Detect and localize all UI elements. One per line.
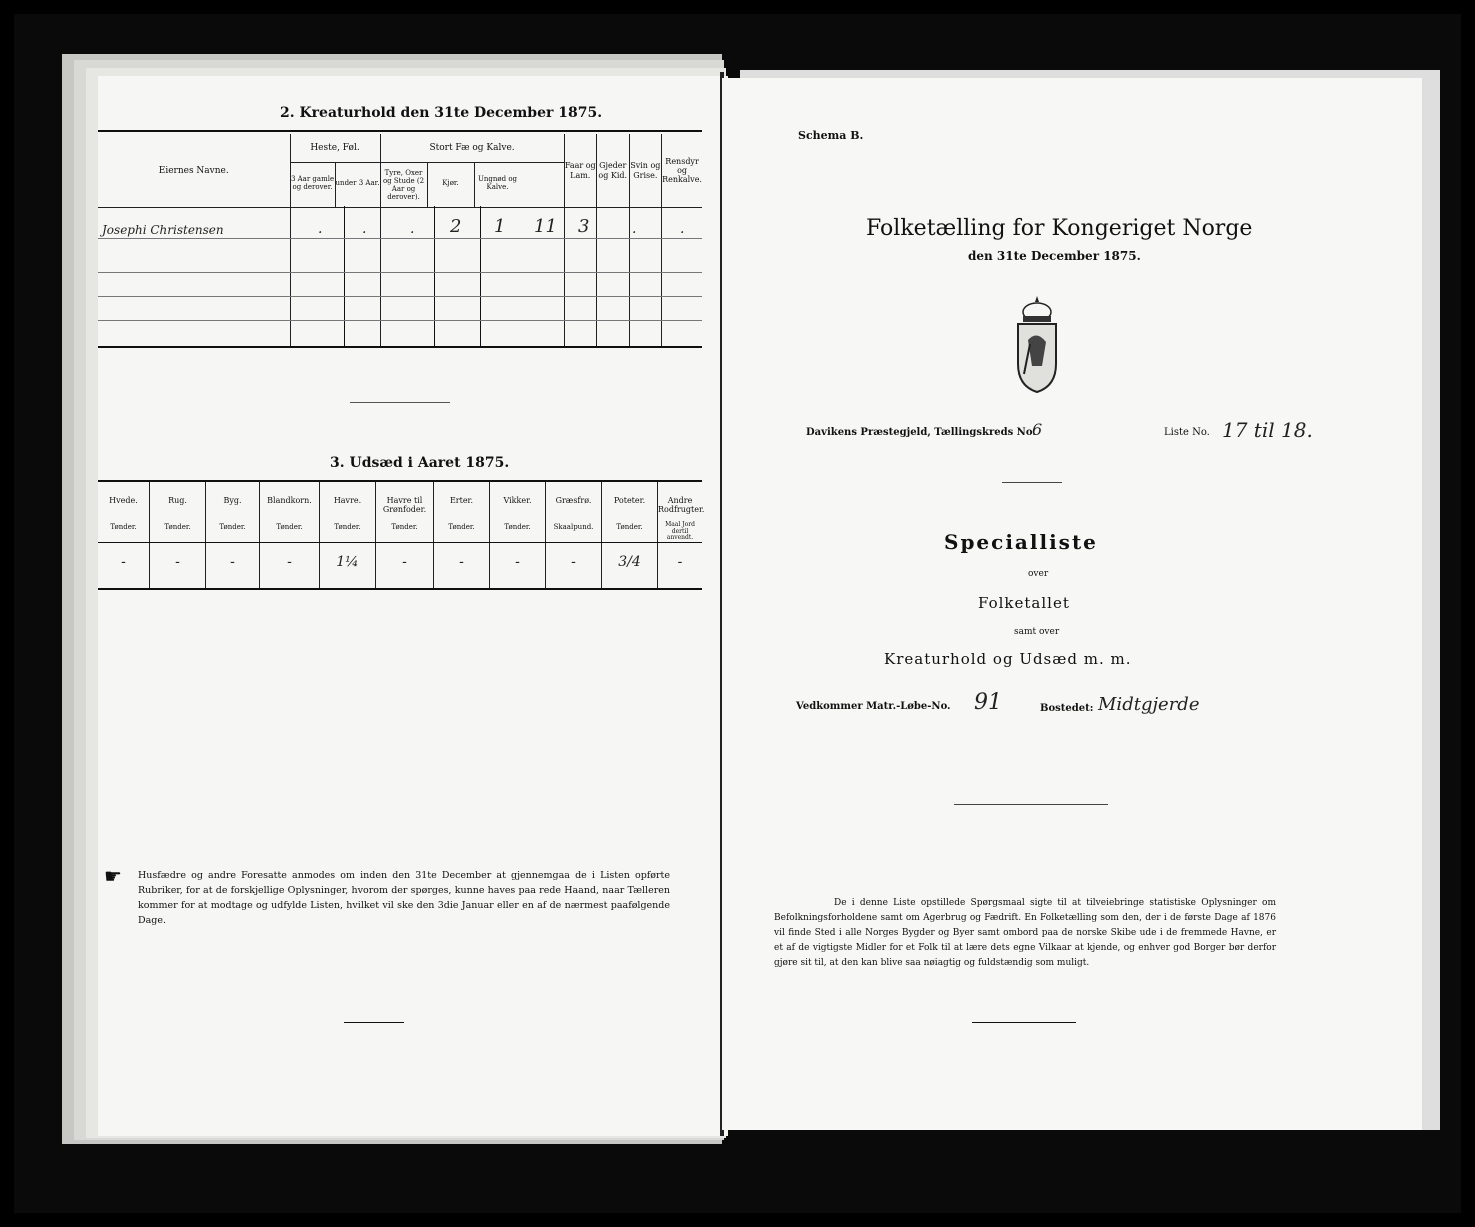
value-cattle-1: .: [410, 221, 415, 237]
sowing-column: [260, 482, 320, 588]
horses-sub1: 3 Aar gamle og derover.: [291, 163, 336, 207]
sowing-value: -: [515, 554, 520, 570]
horses-cell: [290, 208, 380, 348]
bosted-value: Midtgjerde: [1098, 694, 1200, 715]
sowing-value: -: [287, 554, 292, 570]
header-pigs: Svin og Grise.: [629, 134, 662, 208]
samt-over-label: samt over: [1014, 627, 1060, 637]
row-line: [98, 238, 702, 239]
sowing-header: Blandkorn.: [267, 496, 312, 505]
sowing-unit: Tønder.: [334, 523, 361, 531]
horses-label: Heste, Føl.: [291, 134, 380, 163]
sowing-column: [98, 482, 150, 588]
sowing-value: -: [459, 554, 464, 570]
sowing-unit: Tønder.: [616, 523, 643, 531]
over-label: over: [1028, 569, 1049, 579]
folketallet-label: Folketallet: [978, 594, 1070, 612]
row-line: [98, 296, 702, 297]
sowing-unit: Skaalpund.: [553, 523, 594, 531]
section2-title: 2. Kreaturhold den 31te December 1875.: [280, 105, 603, 121]
rule: [98, 130, 702, 132]
value-cattle-3: 1: [494, 216, 506, 237]
schema-label: Schema B.: [798, 129, 864, 142]
sowing-unit: Tønder.: [164, 523, 191, 531]
sowing-header: Rug.: [168, 496, 187, 505]
parish-label: Davikens Præstegjeld, Tællingskreds No.: [806, 427, 1036, 438]
sowing-value: 1¼: [336, 554, 359, 570]
horses-sub2: under 3 Aar.: [335, 179, 380, 187]
sowing-column: [434, 482, 490, 588]
sowing-unit: Tønder.: [219, 523, 246, 531]
sowing-value: -: [175, 554, 180, 570]
grid-line: [480, 206, 481, 346]
grid-line: [344, 206, 345, 346]
sowing-column: [602, 482, 658, 588]
sowing-unit: Tønder.: [448, 523, 475, 531]
divider: [350, 402, 450, 403]
cattle-label: Stort Fæ og Kalve.: [381, 134, 564, 163]
sowing-value: -: [230, 554, 235, 570]
census-date: den 31te December 1875.: [968, 249, 1141, 263]
divider: [954, 804, 1108, 805]
sowing-header: Havre til Grønfoder.: [382, 496, 427, 515]
matr-no: 91: [974, 690, 1002, 715]
right-page: [722, 78, 1422, 1130]
owner-name: Josephi Christensen: [102, 223, 224, 237]
coat-of-arms-icon: [1012, 294, 1062, 394]
sowing-unit: Maal Jord dertil anvendt.: [665, 521, 695, 542]
header-cattle: [380, 134, 564, 208]
rule: [98, 542, 702, 543]
sowing-unit: Tønder.: [110, 523, 137, 531]
liste-label: Liste No.: [1164, 427, 1210, 438]
header-reindeer: Rensdyr og Renkalve.: [662, 156, 702, 185]
sowing-column: [150, 482, 206, 588]
value-sheep: 11: [534, 216, 557, 237]
rule: [98, 346, 702, 348]
header-horses: [290, 134, 380, 208]
specialliste-title: Specialliste: [944, 530, 1098, 554]
pointing-hand-icon: ☛: [104, 864, 122, 888]
left-page: [98, 76, 728, 1136]
matr-label: Vedkommer Matr.-Løbe-No.: [796, 701, 951, 712]
sowing-value: -: [121, 554, 126, 570]
sowing-value: -: [677, 554, 683, 570]
cattle-sub2: Kjør.: [428, 163, 475, 207]
sowing-column: [320, 482, 376, 588]
sowing-header: Erter.: [449, 496, 474, 505]
header-sheep: Faar og Lam.: [564, 134, 596, 208]
value-pigs: .: [632, 221, 637, 237]
sowing-header: Græsfrø.: [555, 496, 592, 505]
cattle-sub3: Ungnød og Kalve.: [478, 175, 518, 192]
value-cattle-2: 2: [450, 216, 462, 237]
value-reindeer: .: [680, 221, 685, 237]
sowing-value: -: [402, 554, 407, 570]
sowing-value: -: [571, 554, 576, 570]
value-goats: 3: [578, 216, 590, 237]
divider: [344, 1022, 404, 1023]
sowing-unit: Tønder.: [391, 523, 418, 531]
row-line: [98, 320, 702, 321]
sowing-header: Byg.: [223, 496, 242, 505]
row-line: [98, 272, 702, 273]
sowing-value: 3/4: [618, 554, 641, 570]
bosted-label: Bostedet:: [1040, 703, 1094, 714]
kreaturhold-label: Kreaturhold og Udsæd m. m.: [884, 650, 1132, 668]
sowing-header: Poteter.: [613, 496, 646, 505]
sowing-column: [658, 482, 705, 588]
header-goats: Gjeder og Kid.: [596, 134, 629, 208]
value-horses-2: .: [362, 221, 367, 237]
sowing-unit: Tønder.: [504, 523, 531, 531]
notice-text: Husfædre og andre Foresatte anmodes om inden den 31te December at gjennemgaa de i Listen opførte Rubriker, for at de forskjellige Oplysninger, hvorom der spørges, kunne haves paa rede Haand, naar Tælleren kommer for at modtage og udfylde Listen, hvilket vil ske den 3die Januar eller en af de nærmest paafølgende Dage.: [138, 870, 670, 926]
sowing-header: Vikker.: [503, 496, 532, 505]
grid-line: [434, 206, 435, 346]
liste-no: 17 til 18.: [1222, 418, 1313, 442]
goats-cell: [596, 208, 629, 348]
rule: [98, 588, 702, 590]
sowing-header: Havre.: [333, 496, 362, 505]
sowing-column: [376, 482, 434, 588]
sowing-header: Andre Rodfrugter.: [658, 496, 705, 515]
sowing-column: [206, 482, 260, 588]
sowing-column: [546, 482, 602, 588]
sowing-column: [490, 482, 546, 588]
district-no: 6: [1032, 420, 1043, 439]
sowing-table: [98, 482, 705, 588]
livestock-table: [98, 134, 702, 348]
section3-title: 3. Udsæd i Aaret 1875.: [330, 455, 510, 471]
header-owner: Eiernes Navne.: [98, 134, 290, 208]
footer-text: De i denne Liste opstillede Spørgsmaal sigte til at tilveiebringe statistiske Oplysninger om Befolkningsforholdene samt om Agerbrug og Fædrift. En Folketælling som den, der i de første Dage af 1876 vil finde Sted i alle Norges Bygder og Byer samt ombord paa de norske Skibe ude i de fremmede Havne, er et af de vigtigste Midler for et Folk til at lære dets egne Vilkaar at kjende, og enhver god Borger bør derfor gjøre sit til, at den kan blive saa nøiagtig og fuldstændig som muligt.: [774, 898, 1276, 968]
sowing-unit: Tønder.: [276, 523, 303, 531]
divider: [1002, 482, 1062, 483]
sowing-header: Hvede.: [109, 496, 138, 505]
divider: [972, 1022, 1076, 1023]
main-title: Folketælling for Kongeriget Norge: [866, 216, 1253, 241]
value-horses-1: .: [318, 221, 323, 237]
cattle-sub1: Tyre, Oxer og Stude (2 Aar og derover).: [381, 163, 428, 207]
